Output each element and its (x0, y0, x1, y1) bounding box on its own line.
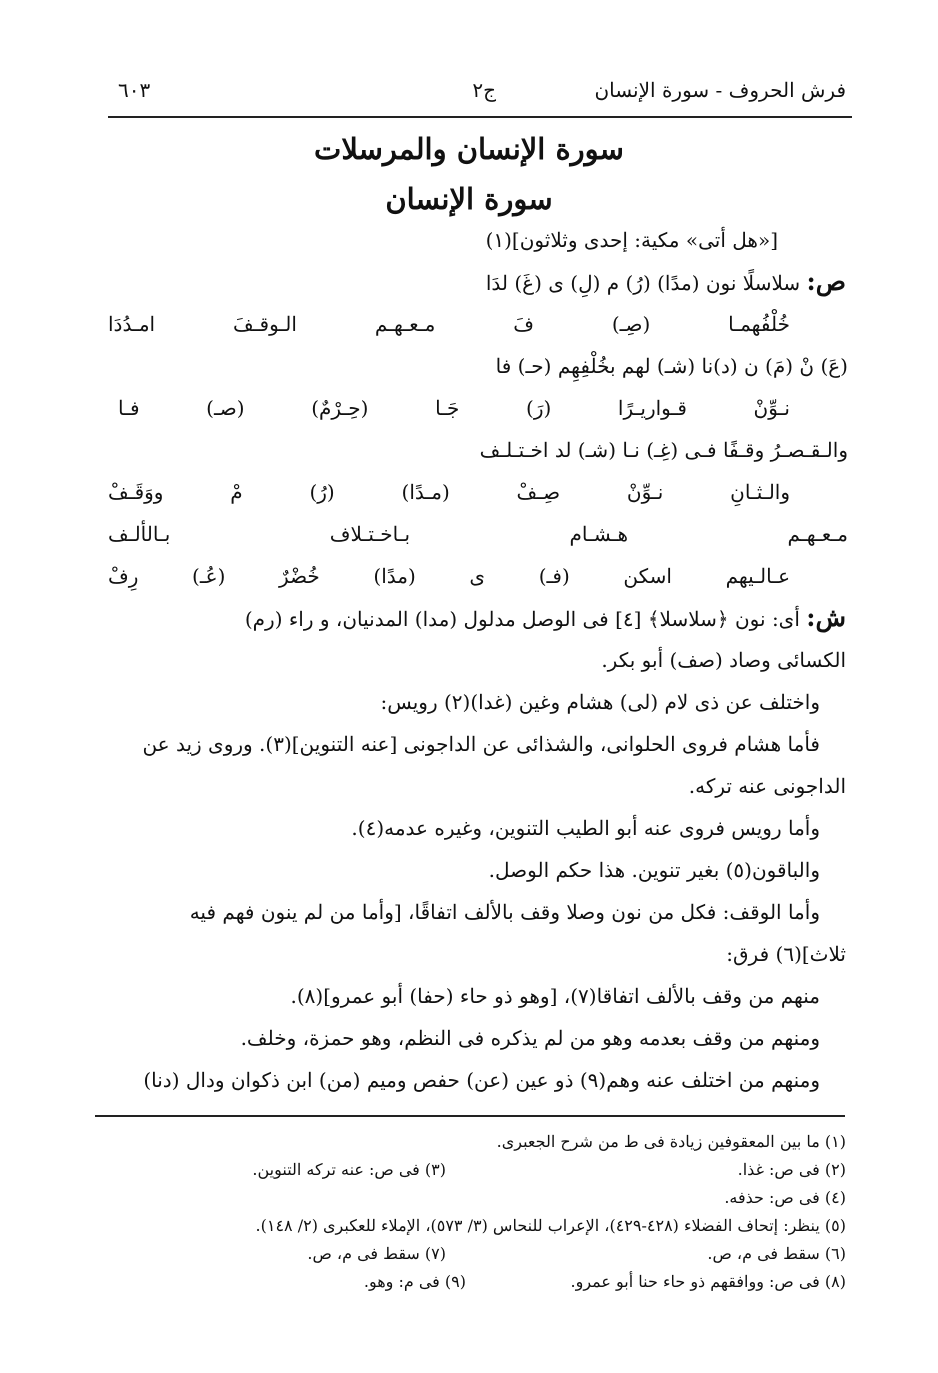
verse-line-3: (عَ) نْ (مَ) ن (د)نا (شـ) لهم بخُلْفِهِم (حـ) فا (495, 354, 848, 378)
commentary-line-4: فأما هشام فروى الحلوانى، والشذائى عن الداجونى [عنه التنوين](٣). وروى زيد عن (142, 732, 820, 756)
verse-line-5: والـقـصـرُ وقـفًا فـى (غِـ) نـا (شـ) لد اخـتـلـف (479, 438, 848, 462)
commentary-line-7: والباقون(٥) بغير تنوين. هذا حكم الوصل. (488, 858, 820, 882)
running-header (118, 78, 846, 112)
surah-heading: سورة الإنسان (385, 182, 553, 216)
commentary-text: أى: نون ﴿سلاسلا﴾ [٤] فى الوصل مدلول (مدا) المدنيان، و راء (رم) (244, 607, 800, 631)
commentary-line-12: ومنهم من اختلف عنه وهم(٩) ذو عين (عن) حفص وميم (من) ابن ذكوان ودال (دنا) (143, 1068, 820, 1092)
footnote-3: (٣) فى ص: عنه تركه التنوين. (252, 1160, 446, 1179)
commentary-line-11: ومنهم من وقف بعدمه وهو من لم يذكره فى النظم، وهو حمزة، وخلف. (240, 1026, 820, 1050)
page-number: ٦٠٣ (118, 78, 151, 102)
commentary-line-1 (104, 602, 846, 635)
commentary-line-3: واختلف عن ذى لام (لى) هشام وغين (غدا)(٢) رويس: (380, 690, 820, 714)
verse-line-6: والـثـانِ نـوِّنْ صِـفْ (مـدًا) (رُ) مْ ووَقَـفْ (108, 480, 790, 504)
footnote-5: (٥) ينظر: إتحاف الفضلاء (٤٢٨-٤٢٩)، الإعراب للنحاس (٣/ ٥٧٣)، الإملاء للعكبرى (٢/ ١٤٨). (255, 1216, 846, 1235)
verse-line-4: نـوِّنْ قـواريـرًا (رَ) جَـا (حِـرْمٌ) (صـ) فـا (118, 396, 790, 420)
commentary-line-6: وأما رويس فروى عنه أبو الطيب التنوين، وغيره عدمه(٤). (351, 816, 820, 840)
footnote-text: (١) ما بين المعقوفين زيادة فى ط من شرح الجعبرى. (496, 1132, 846, 1151)
intro-line: [«هل أتى» مكية: إحدى وثلاثون](١) (485, 228, 778, 252)
footnote-8: (٨) فى ص: ووافقهم ذو حاء حنا أبو عمرو. (570, 1272, 846, 1291)
header-volume: ج٢ (472, 78, 496, 102)
commentary-marker: ش: (806, 603, 846, 632)
verse-line-2: خُلْفُهمـا (صِـ) فَ مـعـهـم الـوقـفَ امـدُدَا (108, 312, 790, 336)
commentary-line-2: الكسائى وصاد (صف) أبو بكر. (601, 648, 846, 672)
header-divider (108, 116, 852, 118)
footnote-divider (95, 1115, 845, 1117)
verse-line-7: مـعـهـم هـشـام بـاخـتـلاف بـالألـف (108, 522, 848, 546)
header-title: فرش الحروف - سورة الإنسان (594, 78, 846, 102)
verse-text: سلاسلًا نون (مدًا) (رُ) م (لِ) ى (غَ) لدَا (485, 271, 801, 295)
commentary-line-10: منهم من وقف بالألف اتفاقا(٧)، [وهو ذو حاء (حفا) أبو عمرو](٨). (290, 984, 820, 1008)
footnote-9: (٩) فى م: وهو. (363, 1272, 466, 1291)
footnote-7: (٧) سقط فى م، ص. (307, 1244, 446, 1263)
footnote-6: (٦) سقط فى م، ص. (707, 1244, 846, 1263)
chapter-heading: سورة الإنسان والمرسلات (314, 132, 624, 166)
footnote-2: (٢) فى ص: غذا. (737, 1160, 846, 1179)
commentary-line-8: وأما الوقف: فكل من نون وصلا وقف بالألف اتفاقًا، [وأما من لم ينون فهم فيه (189, 900, 820, 924)
verse-line-8: عـالـيهم اسكن (فـ) ى (مدًا) خُضْرٌ (عُـ) رِفْ (108, 564, 790, 588)
commentary-line-5: الداجونى عنه تركه. (688, 774, 846, 798)
footnote-4: (٤) فى ص: حذفه. (724, 1188, 846, 1207)
verse-marker: ص: (806, 267, 846, 296)
verse-line-1 (104, 266, 846, 299)
commentary-line-9: ثلاث](٦) فرق: (726, 942, 846, 966)
